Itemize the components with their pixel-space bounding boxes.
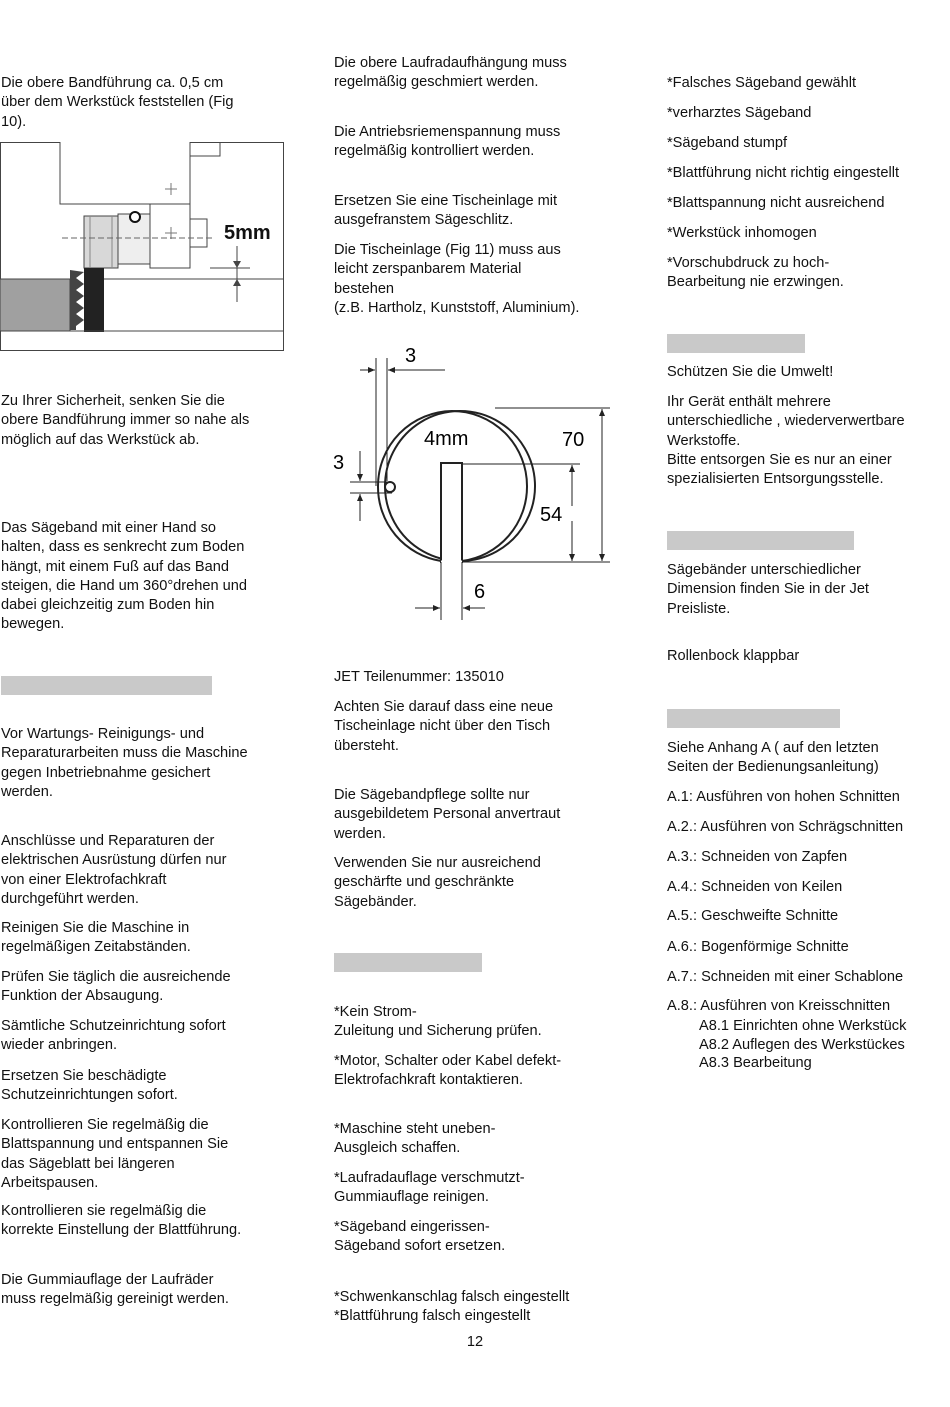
text-block: Das Sägeband mit einer Hand so halten, dass es senkrecht zum Boden hängt, mit einem Fuß auf das Band steigen, die Hand um 360°drehen und dabei gleichzeitig zum Boden hin bewegen. bbox=[1, 520, 247, 633]
appendix-subitem: A8.1 Einrichten ohne Werkstück bbox=[699, 1018, 907, 1034]
appendix-item: A.3.: Schneiden von Zapfen bbox=[667, 849, 848, 865]
text-block: Ersetzen Sie eine Tischeinlage mit ausgefranstem Sägeschlitz. bbox=[334, 193, 558, 229]
list-item: *Werkstück inhomogen bbox=[667, 225, 817, 241]
list-item: *Falsches Sägeband gewählt bbox=[667, 75, 857, 91]
text-block: *Motor, Schalter oder Kabel defekt- Elektrofachkraft kontaktieren. bbox=[334, 1053, 562, 1089]
appendix-subitem: A8.3 Bearbeitung bbox=[699, 1055, 812, 1071]
appendix-item: A.1: Ausführen von hohen Schnitten bbox=[667, 789, 900, 805]
text-block: Zu Ihrer Sicherheit, senken Sie die obere Bandführung immer so nahe als möglich auf das Werkstück ab. bbox=[1, 393, 250, 448]
appendix-item: A.4.: Schneiden von Keilen bbox=[667, 879, 843, 895]
text-block: Ihr Gerät enthält mehrere unterschiedliche , wiederverwertbare Werkstoffe. Bitte entsorgen Sie es nur an einer spezialisierten Entsorgungsstelle. bbox=[667, 394, 905, 488]
dimension-label-70: 70 bbox=[562, 429, 585, 451]
appendix-item: A.6.: Bogenförmige Schnitte bbox=[667, 939, 849, 955]
section-heading-bar bbox=[667, 531, 854, 550]
text-block: JET Teilenummer: 135010 bbox=[334, 669, 504, 685]
text-block: Sämtliche Schutzeinrichtung sofort wieder anbringen. bbox=[1, 1018, 226, 1054]
text-block: Achten Sie darauf dass eine neue Tischeinlage nicht über den Tisch übersteht. bbox=[334, 699, 554, 754]
dimension-label-54: 54 bbox=[540, 504, 563, 526]
section-heading-bar bbox=[1, 676, 212, 695]
dimension-label-5mm: 5mm bbox=[224, 222, 271, 244]
text-block: Vor Wartungs- Reinigungs- und Reparaturarbeiten muss die Maschine gegen Inbetriebnahme gesichert werden. bbox=[1, 726, 248, 800]
text-block: Schützen Sie die Umwelt! bbox=[667, 364, 834, 380]
appendix-subitem: A8.2 Auflegen des Werkstückes bbox=[699, 1037, 905, 1053]
text-block: *Kein Strom- Zuleitung und Sicherung prüfen. bbox=[334, 1004, 542, 1040]
text-block: *Schwenkanschlag falsch eingestellt *Blattführung falsch eingestellt bbox=[334, 1289, 570, 1325]
list-item: *Blattspannung nicht ausreichend bbox=[667, 195, 885, 211]
list-item: *Sägeband stumpf bbox=[667, 135, 788, 151]
text-block: Die obere Laufradaufhängung muss regelmäßig geschmiert werden. bbox=[334, 55, 567, 91]
appendix-item: A.7.: Schneiden mit einer Schablone bbox=[667, 969, 904, 985]
appendix-item: A.2.: Ausführen von Schrägschnitten bbox=[667, 819, 904, 835]
text-block: Siehe Anhang A ( auf den letzten Seiten der Bedienungsanleitung) bbox=[667, 740, 879, 776]
figure-10-blade-guide bbox=[0, 142, 286, 352]
text-block: Rollenbock klappbar bbox=[667, 648, 800, 664]
text-block: Die obere Bandführung ca. 0,5 cm über dem Werkstück feststellen (Fig 10). bbox=[1, 75, 234, 130]
dimension-label-6: 6 bbox=[474, 581, 486, 603]
section-heading-bar bbox=[667, 709, 840, 728]
text-block: *Sägeband eingerissen- Sägeband sofort ersetzen. bbox=[334, 1219, 506, 1255]
text-block: Die Sägebandpflege sollte nur ausgebildetem Personal anvertraut werden. bbox=[334, 787, 561, 842]
text-block: Kontrollieren sie regelmäßig die korrekte Einstellung der Blattführung. bbox=[1, 1203, 242, 1239]
section-heading-bar bbox=[334, 953, 482, 972]
list-item: *Vorschubdruck zu hoch- Bearbeitung nie erzwingen. bbox=[667, 255, 844, 291]
text-block: Anschlüsse und Reparaturen der elektrischen Ausrüstung dürfen nur von einer Elektrofachkraft durchgeführt werden. bbox=[1, 833, 227, 907]
text-block: Die Antriebsriemenspannung muss regelmäßig kontrolliert werden. bbox=[334, 124, 561, 160]
text-block: Sägebänder unterschiedlicher Dimension finden Sie in der Jet Preisliste. bbox=[667, 562, 869, 617]
text-block: Die Tischeinlage (Fig 11) muss aus leicht zerspanbarem Material bestehen (z.B. Hartholz, Kunststoff, Aluminium). bbox=[334, 242, 580, 316]
text-block: Verwenden Sie nur ausreichend geschärfte und geschränkte Sägebänder. bbox=[334, 855, 541, 910]
text-block: Prüfen Sie täglich die ausreichende Funktion der Absaugung. bbox=[1, 969, 231, 1005]
text-block: Ersetzen Sie beschädigte Schutzeinrichtungen sofort. bbox=[1, 1068, 178, 1104]
list-item: *verharztes Sägeband bbox=[667, 105, 812, 121]
appendix-item: A.5.: Geschweifte Schnitte bbox=[667, 908, 839, 924]
figure-11-table-insert bbox=[330, 336, 620, 626]
text-block: *Laufradauflage verschmutzt- Gummiauflage reinigen. bbox=[334, 1170, 525, 1206]
text-block: Kontrollieren Sie regelmäßig die Blattspannung und entspannen Sie das Sägeblatt bei längeren Arbeitspausen. bbox=[1, 1117, 229, 1191]
list-item: *Blattführung nicht richtig eingestellt bbox=[667, 165, 900, 181]
text-block: Die Gummiauflage der Laufräder muss regelmäßig gereinigt werden. bbox=[1, 1272, 229, 1308]
appendix-item: A.8.: Ausführen von Kreisschnitten bbox=[667, 998, 891, 1014]
dimension-label-3-left: 3 bbox=[333, 452, 345, 474]
section-heading-bar bbox=[667, 334, 805, 353]
slot-width-label: 4mm bbox=[424, 428, 469, 450]
text-block: Reinigen Sie die Maschine in regelmäßigen Zeitabständen. bbox=[1, 920, 191, 956]
dimension-label-3-top: 3 bbox=[405, 345, 417, 367]
page-number: 12 bbox=[466, 1334, 484, 1350]
text-block: *Maschine steht uneben- Ausgleich schaffen. bbox=[334, 1121, 496, 1157]
